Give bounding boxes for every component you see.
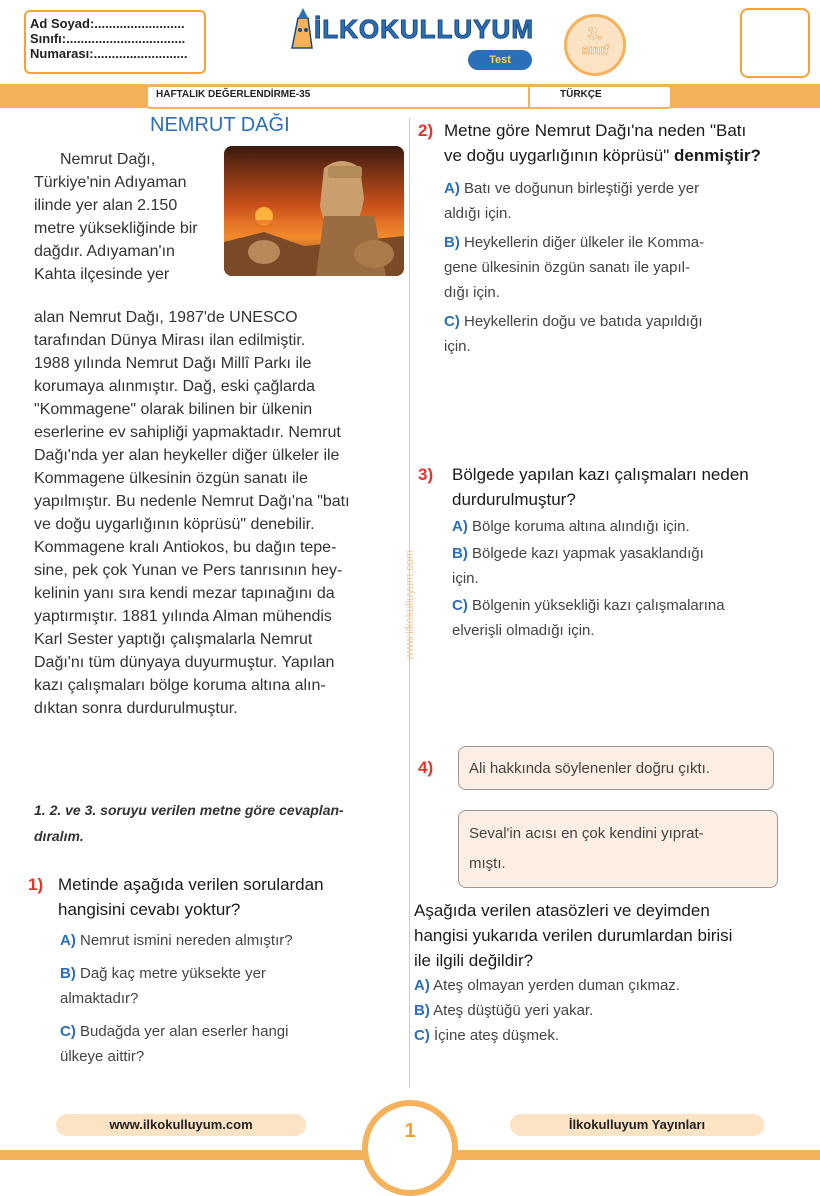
statement-text: Seval'in acısı en çok kendini yıprat- (469, 825, 704, 842)
question-line: ile ilgili değildir? (414, 951, 534, 970)
passage-line: dıktan sonra durdurulmuştur. (34, 700, 238, 717)
option-b[interactable] (414, 998, 799, 1023)
option-text: için. (452, 570, 479, 587)
option-b[interactable] (418, 541, 798, 591)
option-c[interactable] (418, 593, 798, 643)
option-text: gene ülkesinin özgün sanatı ile yapıl- (444, 259, 690, 276)
question-line: hangisini cevabı yoktur? (58, 900, 241, 919)
option-text: İçine ateş düşmek. (434, 1027, 560, 1044)
passage-line: Nemrut Dağı, (60, 151, 156, 168)
passage-body (34, 306, 394, 720)
option-letter: C) (444, 313, 460, 330)
question-4 (414, 898, 799, 1048)
passage-line: ve doğu uygarlığının köprüsü" denebilir. (34, 516, 315, 533)
option-letter: C) (452, 597, 468, 614)
passage-line: yaptırmıştır. 1881 yılında Alman mühendis (34, 608, 332, 625)
option-letter: A) (60, 932, 76, 949)
passage-line: korumaya alınmıştır. Dağ, eski çağlarda (34, 378, 316, 395)
option-text: için. (444, 338, 471, 355)
option-letter: A) (452, 518, 468, 535)
question-3 (418, 462, 798, 643)
option-letter: C) (414, 1027, 430, 1044)
option-b[interactable] (418, 230, 798, 305)
passage-line: kelinin yanı sıra kendi mezar tapınağını da (34, 585, 335, 602)
grade-word: sınıf (581, 42, 609, 57)
passage-line: eserlerine ev sahipliği yapmaktadır. Nemrut (34, 424, 341, 441)
option-text: Nemrut ismini nereden almıştır? (80, 932, 293, 949)
question-number: 2) (418, 121, 434, 140)
number-field-label: Numarası:.......................... (30, 46, 188, 61)
option-text: dığı için. (444, 284, 500, 301)
question-number: 1) (28, 875, 44, 894)
statement-card-2 (458, 810, 778, 888)
question-number: 3) (418, 465, 434, 484)
statement-text: Ali hakkında söylenenler doğru çıktı. (469, 760, 710, 777)
question-line: durdurulmuştur? (452, 490, 576, 509)
option-text: Batı ve doğunun birleştiği yerde yer (464, 180, 700, 197)
option-text: ülkeye aittir? (60, 1048, 145, 1065)
class-field-label: Sınıfı:................................. (30, 31, 186, 46)
option-text: Budağda yer alan eserler hangi (80, 1023, 289, 1040)
subheader-divider (528, 85, 530, 109)
page-number: 1 (404, 1120, 416, 1142)
option-letter: B) (414, 1002, 430, 1019)
option-text: Ateş düştüğü yeri yakar. (433, 1002, 594, 1019)
option-letter: B) (60, 965, 76, 982)
option-letter: A) (414, 977, 430, 994)
passage-line: Kommagene ülkesinin özgün sanatı ile (34, 470, 308, 487)
statement-text: mıştı. (469, 855, 506, 872)
question-number: 4) (418, 758, 434, 777)
page-number-circle (362, 1100, 458, 1196)
option-text: elverişli olmadığı için. (452, 622, 595, 639)
passage-line: Dağı'nda yer alan heykeller diğer ülkeler ile (34, 447, 340, 464)
footer-website[interactable]: www.ilkokulluyum.com (56, 1114, 306, 1136)
option-text: Ateş olmayan yerden duman çıkmaz. (433, 977, 680, 994)
option-text: Bölgede kazı yapmak yasaklandığı (472, 545, 704, 562)
nemrut-statue-image (224, 146, 404, 276)
question-2 (418, 118, 798, 359)
passage-line: "Kommagene" olarak bilinen bir ülkenin (34, 401, 313, 418)
passage-line: dağdır. Adıyaman'ın (34, 243, 175, 260)
question-number-4 (418, 755, 433, 780)
grade-number: 3. (587, 24, 603, 43)
option-c[interactable] (414, 1023, 799, 1048)
option-text: almaktadır? (60, 990, 139, 1007)
passage-line: Dağı'nı tüm dünyaya duyurmuştur. Yapılan (34, 654, 335, 671)
footer-publisher: İlkokulluyum Yayınları (510, 1114, 764, 1136)
option-text: aldığı için. (444, 205, 512, 222)
grade-badge (564, 14, 626, 76)
passage-line: ilinde yer alan 2.150 (34, 197, 178, 214)
passage-line: kazı çalışmaları bölge koruma altına alın- (34, 677, 326, 694)
score-box (740, 8, 810, 78)
option-text: Bölgenin yüksekliği kazı çalışmalarına (472, 597, 725, 614)
option-letter: C) (60, 1023, 76, 1040)
publisher-logo (286, 8, 536, 52)
question-line: Aşağıda verilen atasözleri ve deyimden (414, 901, 710, 920)
instruction-line: dıralım. (34, 828, 84, 844)
option-text: Bölge koruma altına alındığı için. (472, 518, 690, 535)
option-b[interactable] (28, 961, 398, 1011)
passage-line: Kommagene kralı Antiokos, bu dağın tepe- (34, 539, 337, 556)
option-a[interactable] (414, 973, 799, 998)
question-line: ve doğu uygarlığının köprüsü" (444, 146, 675, 165)
passage-line: Türkiye'nin Adıyaman (34, 174, 187, 191)
option-letter: A) (444, 180, 460, 197)
option-letter: B) (452, 545, 468, 562)
option-c[interactable] (28, 1019, 398, 1069)
student-info-box (24, 10, 206, 74)
passage-line: tarafından Dünya Mirası ilan edilmiştir. (34, 332, 306, 349)
option-text: Heykellerin doğu ve batıda yapıldığı (464, 313, 703, 330)
passage-line: alan Nemrut Dağı, 1987'de UNESCO (34, 309, 298, 326)
name-field-label: Ad Soyad:......................... (30, 16, 185, 31)
passage-line: sine, pek çok Yunan ve Pers tanrısının hey- (34, 562, 343, 579)
watermark: www.ilkokulluyum.com (404, 549, 416, 660)
option-text: Heykellerin diğer ülkeler ile Komma- (464, 234, 705, 251)
option-a[interactable] (418, 514, 798, 539)
option-text: Dağ kaç metre yüksekte yer (80, 965, 266, 982)
passage-line: metre yüksekliğinde bir (34, 220, 198, 237)
passage-line: Kahta ilçesinde yer (34, 266, 170, 283)
option-a[interactable] (418, 176, 798, 226)
question-line: Metinde aşağıda verilen sorulardan (58, 875, 324, 894)
passage-intro (34, 148, 220, 286)
instruction-text (34, 797, 394, 849)
pencil-mascot-icon (286, 8, 316, 52)
passage-line: 1988 yılında Nemrut Dağı Millî Parkı ile (34, 355, 312, 372)
passage-title: NEMRUT DAĞI (150, 114, 290, 136)
passage-line: Karl Sester yaptığı çalışmalarla Nemrut (34, 631, 313, 648)
option-letter: B) (444, 234, 460, 251)
question-1 (28, 872, 398, 1069)
statement-card-1 (458, 746, 774, 790)
option-a[interactable] (28, 928, 398, 953)
test-badge: Test (468, 50, 532, 70)
assessment-title: HAFTALIK DEĞERLENDİRME-35 (156, 89, 311, 100)
logo-text: İLKOKULLUYUM (314, 14, 534, 44)
nemrut-photo (224, 146, 404, 276)
question-line: Metne göre Nemrut Dağı'na neden "Batı (444, 121, 747, 140)
question-emphasis: denmiştir? (674, 146, 761, 165)
instruction-line: 1. 2. ve 3. soruyu verilen metne göre cevaplan- (34, 802, 344, 818)
question-line: Bölgede yapılan kazı çalışmaları neden (452, 465, 749, 484)
option-c[interactable] (418, 309, 798, 359)
question-line: hangisi yukarıda verilen durumlardan birisi (414, 926, 733, 945)
passage-line: yapılmıştır. Bu nedenle Nemrut Dağı'na "batı (34, 493, 350, 510)
subject-title: TÜRKÇE (560, 89, 602, 100)
